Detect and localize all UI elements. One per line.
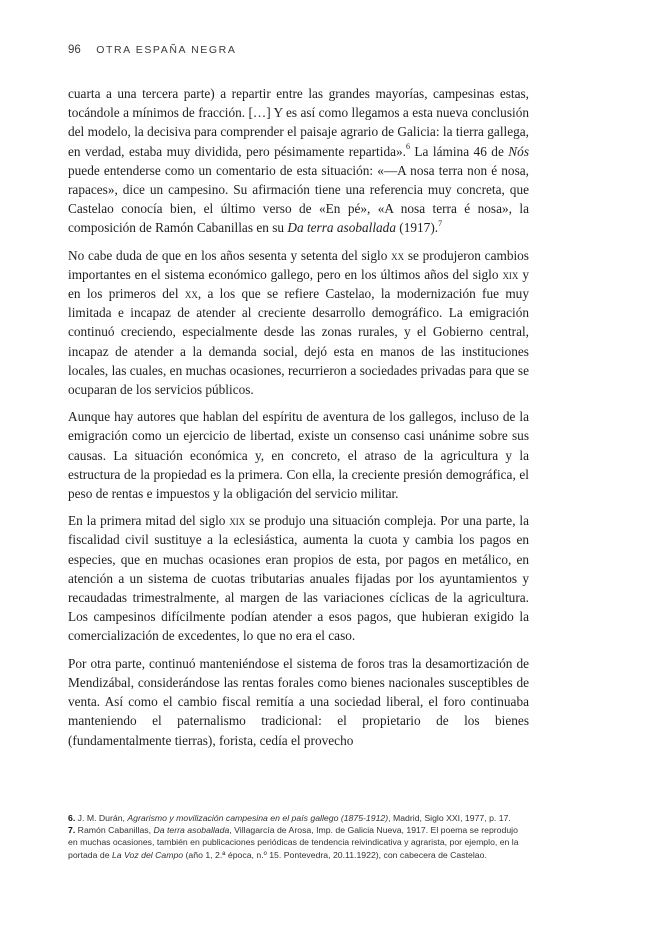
running-head [68,44,236,56]
footnote-ref-7[interactable]: 7 [438,219,443,228]
footnote-6: 6. J. M. Durán, Agrarismo y movilización campesina en el país gallego (1875-1912), Madrid, Siglo XXI, 1977, p. 17. [68,813,511,823]
footnote-7: 7. Ramón Cabanillas, Da terra asoballada, Villagarcía de Arosa, Imp. de Galicia Nueva, 1917. El poema se reprodujo en muchas ocasiones, también en publicaciones periódicas de tendencia reivindicativa y agrarista, por ejemplo, en la portada de La Voz del Campo (año 1, 2.ª época, n.º 15. Pontevedra, 20.11.1922), con cabecera de Castelao. [68,825,519,860]
paragraph-4: En la primera mitad del siglo xix se produjo una situación compleja. Por una parte, la fiscalidad civil sustituye a la eclesiástica, aumenta la cuota y cambia los pagos en especies, que en muchas ocasiones eran propios de esta, por pagos en metálico, en atención a un sistema de cuotas tributarias anuales fijadas por los ayuntamientos y recaudadas trimestralmente, al margen de las variaciones cíclicas de la agricultura. Los campesinos difícilmente podían atender a esos pagos, que hubieran exigido la comercialización de excedentes, lo que no era el caso. [68,513,529,644]
paragraph-1: cuarta a una tercera parte) a repartir entre las grandes mayorías, campesinas estas, tocándole a mínimos de fracción. […] Y es así como llegamos a esta nueva conclusión del modelo, la decisiva para comprender el paisaje agrario de Galicia: la tierra gallega, en verdad, estaba muy dividida, pero pésimamente repartida».$^6$ La lámina 46 de Nós puede entenderse como un comentario de esta situación: «—A nosa terra non é nosa, rapaces», dice un campesino. Su afirmación tiene una referencia muy concreta, que Castelao conocía bien, el último verso de «En pé», «A nosa terra é nosa», la composición de Ramón Cabanillas en su Da terra asoballada (1917).$^7$ [68,86,529,236]
page-number: 96 [68,44,81,56]
paragraph-5: Por otra parte, continuó manteniéndose el sistema de foros tras la desamortización de Mendizábal, considerándose las rentas forales como bienes nacionales susceptibles de venta. Así como el cambio fiscal remitía a una sociedad liberal, el foro continuaba manteniendo el paternalismo tradicional: el propietario de los bienes (fundamentalmente tierras), forista, cedía el provecho [68,655,529,748]
book-title: OTRA ESPAÑA NEGRA [96,44,237,56]
paragraph-2: No cabe duda de que en los años sesenta y setenta del siglo xx se produjeron cambios importantes en el sistema económico gallego, pero en los últimos años del siglo xix y en los primeros del xx, a los que se refiere Castelao, la modernización fue muy limitada e incapaz de atender al creciente desarrollo demográfico. La emigración continuó creciendo, especialmente desde las zonas rurales, y el Gobierno central, incapaz de atender a la demanda social, dejó esta en manos de las instituciones locales, las cuales, en muchas ocasiones, recurrieron a sociedades privadas para que se ocuparan de los servicios públicos. [68,247,529,398]
footnote-ref-6[interactable]: 6 [405,142,410,152]
paragraph-3: Aunque hay autores que hablan del espíritu de aventura de los gallegos, incluso de la emigración como un ejercicio de libertad, existe un consenso casi unánime sobre sus causas. La situación económica y, en concreto, el atraso de la agricultura y la estructura de la propiedad es la primera. Con ella, la creciente presión demográfica, el peso de rentas e impuestos y la obligación del servicio militar. [68,409,529,502]
body-text [68,84,529,758]
footnotes [68,812,529,861]
